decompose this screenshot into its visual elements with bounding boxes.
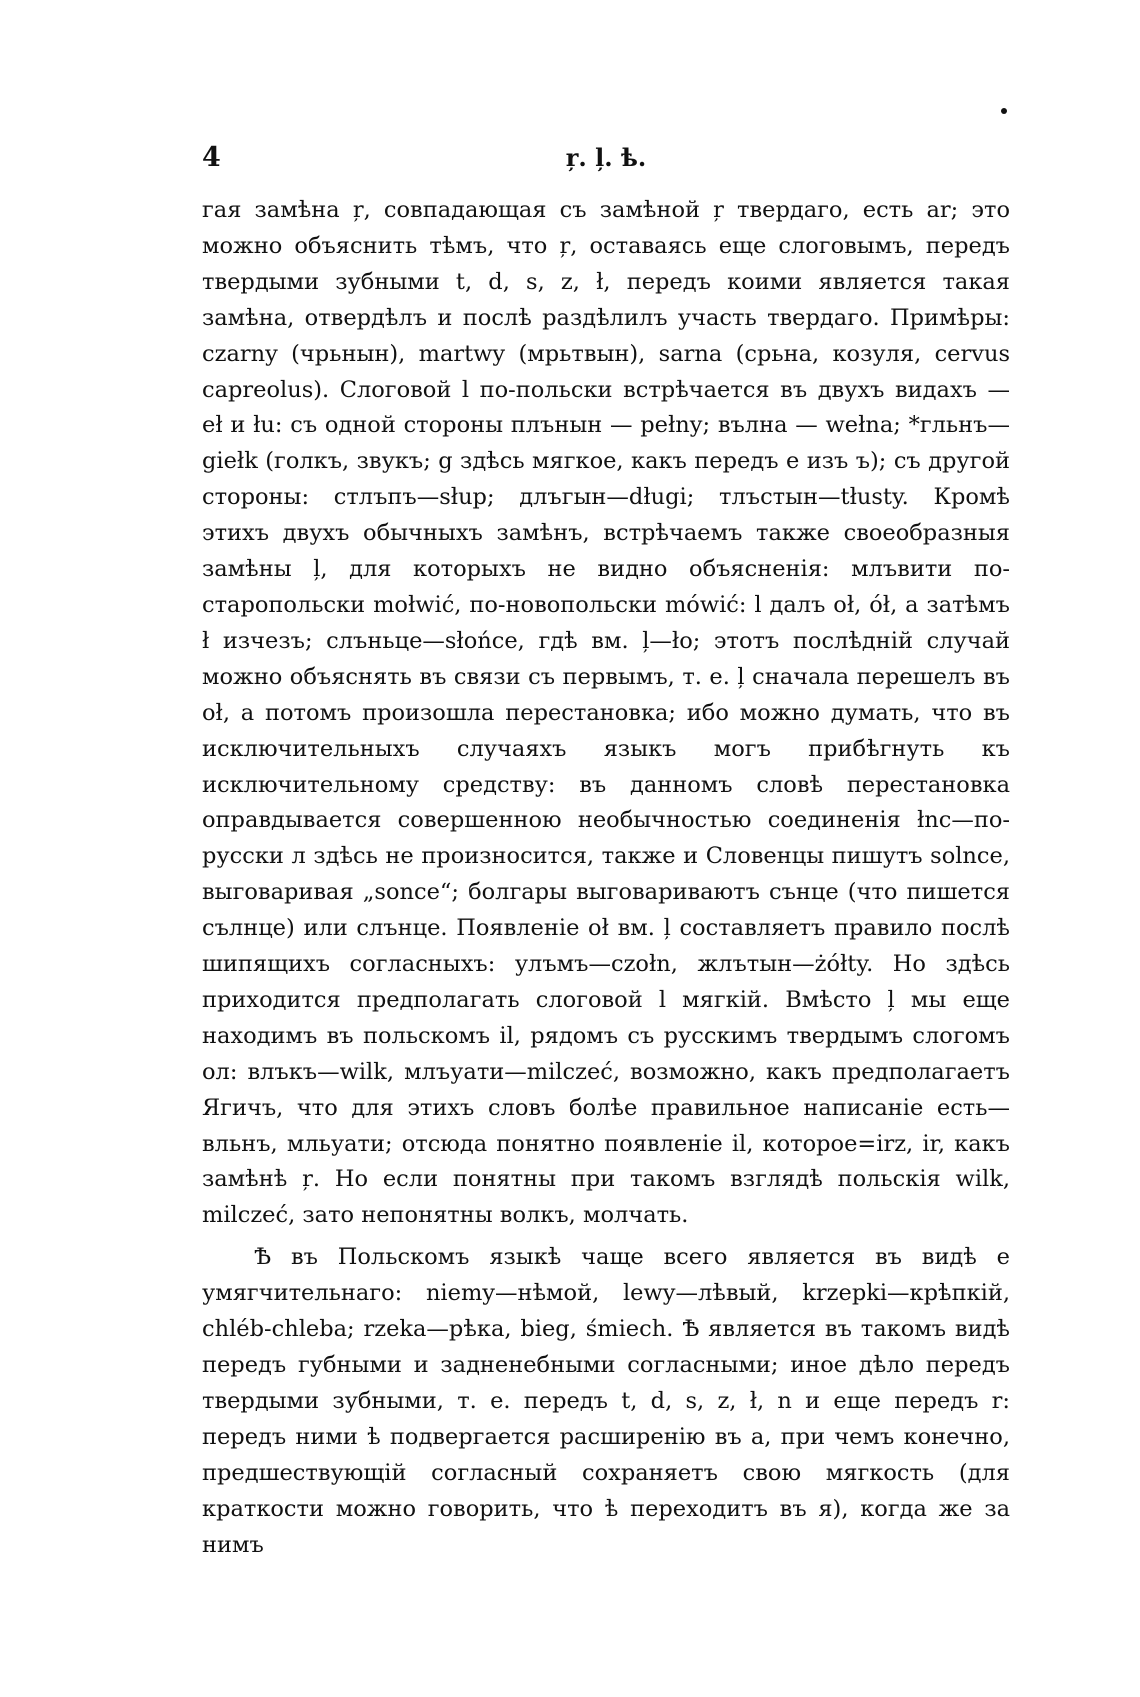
body-text (202, 193, 1010, 1563)
page-number: 4 (202, 142, 221, 173)
paragraph: гая замѣна ŗ, совпадающая съ замѣной ŗ твердаго, есть ar; это можно объяснить тѣмъ, что ŗ, оставаясь еще слоговымъ, передъ твердыми зубными t, d, s, z, ł, передъ коими является такая замѣна, отвердѣлъ и послѣ раздѣлилъ участь твердаго. Примѣры: czarny (чрьнын), martwy (мрьтвын), sarna (срьна, козуля, cervus capreolus). Слоговой l по-польски встрѣчается въ двухъ видахъ — eł и łu: съ одной стороны плънын — pełny; вълна — wełna; *гльнъ—giełk (голкъ, звукъ; g здѣсь мягкое, какъ передъ e изъ ъ); съ другой стороны: стлъпъ—słup; длъгын—długi; тлъстын—tłusty. Кромѣ этихъ двухъ обычныхъ замѣнъ, встрѣчаемъ также своеобразныя замѣны ļ, для которыхъ не видно объясненія: млъвити по-старопольски mołwić, по-новопольски mówić: l далъ oł, ół, а затѣмъ ł изчезъ; слъньце—słońce, гдѣ вм. ļ—ło; этотъ послѣдній случай можно объяснять въ связи съ первымъ, т. е. ļ сначала перешелъ въ oł, а потомъ произошла перестановка; ибо можно думать, что въ исключительныхъ случаяхъ языкъ могъ прибѣгнуть къ исключительному средству: въ данномъ словѣ перестановка оправдывается совершенною необычностью соединенія łnc—по-русски л здѣсь не произносится, также и Словенцы пишутъ solnce, выговаривая „sonce“; болгары выговариваютъ сънце (что пишется сълнце) или слънце. Появленіе oł вм. ļ составляетъ правило послѣ шипящихъ согласныхъ: улъмъ—czołn, жлътын—żółty. Но здѣсь приходится предполагать слоговой l мягкій. Вмѣсто ļ мы еще находимъ въ польскомъ il, рядомъ съ русскимъ твердымъ слогомъ ол: влъкъ—wilk, млъуати—milczeć, возможно, какъ предполагаетъ Ягичъ, что для этихъ словъ болѣе правильное написаніе есть—вльнъ, мльуати; отсюда понятно появленіе il, которое=irz, ir, какъ замѣнѣ ŗ. Но если понятны при такомъ взглядѣ польскія wilk, milczeć, зато непонятны волкъ, молчать. (202, 197, 1010, 1229)
running-head: ŗ. ļ. ѣ. (565, 143, 647, 172)
page-header (202, 138, 1010, 178)
ink-speck (1001, 108, 1007, 114)
paragraph: Ѣ въ Польскомъ языкѣ чаще всего является въ видѣ e умягчительнаго: niemy—нѣмой, lewy—лѣвый, krzepki—крѣпкій, chléb-chleba; rzeka—рѣка, bieg, śmiech. Ѣ является въ такомъ видѣ передъ губными и задненебными согласными; иное дѣло передъ твердыми зубными, т. е. передъ t, d, s, z, ł, n и еще передъ r: передъ ними ѣ подвергается расширенію въ a, при чемъ конечно, предшествующій согласный сохраняетъ свою мягкость (для краткости можно говорить, что ѣ переходитъ въ я), когда же за нимъ (202, 1244, 1010, 1558)
